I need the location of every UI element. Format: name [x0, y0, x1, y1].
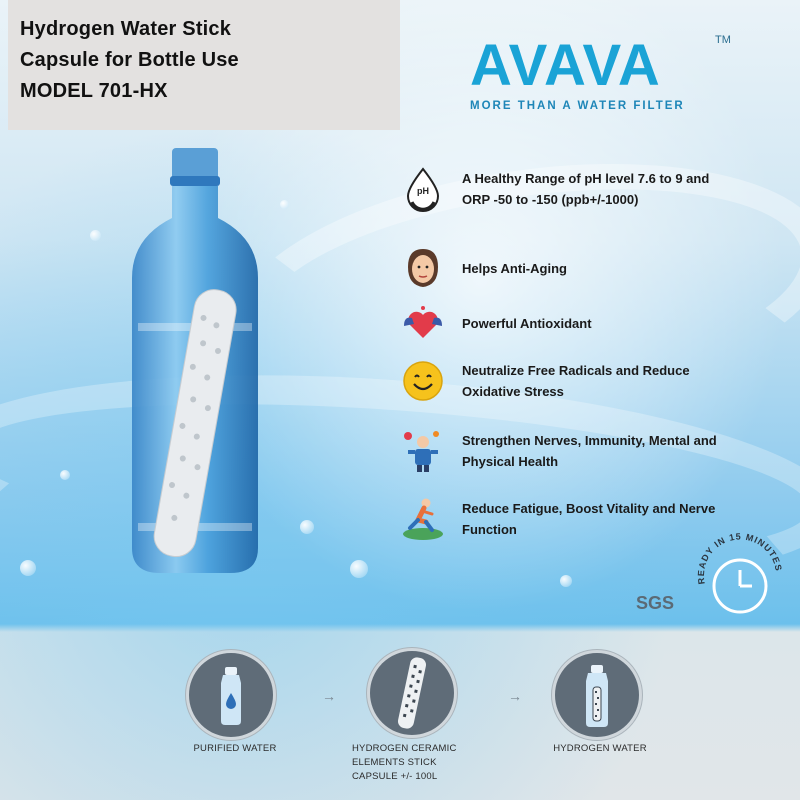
arrow-right-icon: → [322, 688, 336, 704]
step-label-purified-water [170, 742, 300, 756]
ceramic-stick-icon [370, 651, 454, 735]
feature-line: Neutralize Free Radicals and Reduce [462, 363, 690, 378]
sgs-certification: SGS [636, 593, 675, 613]
ready-text: READY IN 15 MINUTES [695, 531, 784, 585]
feature-line: Function [462, 522, 517, 537]
feature-line: Powerful Antioxidant [462, 315, 592, 331]
brand-logo [470, 33, 731, 126]
immunity-person-icon [400, 428, 446, 474]
heart-strength-icon [400, 300, 446, 346]
feature-line: Helps Anti-Aging [462, 260, 567, 276]
feature-free-radicals [400, 358, 800, 404]
feature-nerves-immunity [400, 428, 800, 474]
trademark-mark: TM [715, 34, 731, 46]
water-droplet [90, 230, 101, 241]
ph-meter-icon [400, 166, 446, 212]
step-label-line: ELEMENTS STICK [352, 757, 437, 768]
water-droplet [300, 520, 314, 534]
feature-text [462, 168, 709, 210]
step-label-line: HYDROGEN CERAMIC [352, 743, 457, 754]
feature-text [462, 313, 592, 334]
bottle-stick-icon [555, 653, 639, 737]
feature-line: Physical Health [462, 454, 559, 469]
ready-in-15-minutes-badge [690, 530, 790, 630]
feature-antioxidant [400, 300, 800, 346]
bottle-drop-icon [189, 653, 273, 737]
title-box [8, 0, 400, 130]
step-hydrogen-water [552, 650, 642, 740]
logo-wordmark: AVAVA [470, 33, 661, 98]
water-bottle-illustration [120, 148, 270, 578]
running-person-icon [400, 496, 446, 542]
step-label-line: HYDROGEN WATER [553, 743, 647, 754]
feature-text [462, 498, 715, 540]
ph-icon-text: pH [417, 186, 429, 196]
step-label-line: CAPSULE +/- 100L [352, 771, 438, 782]
feature-text [462, 360, 690, 402]
title-line-1: Hydrogen Water Stick [20, 18, 232, 40]
water-droplet [20, 560, 36, 576]
model-number: MODEL 701-HX [20, 80, 168, 102]
face-icon [400, 245, 446, 291]
step-purified-water [186, 650, 276, 740]
water-droplet [280, 200, 289, 209]
arrow-right-icon: → [508, 688, 522, 704]
step-ceramic-stick [367, 648, 457, 738]
water-droplet [560, 575, 572, 587]
feature-line: A Healthy Range of pH level 7.6 to 9 and [462, 171, 710, 186]
step-label-line: PURIFIED WATER [193, 743, 277, 754]
feature-line: ORP -50 to -150 (ppb+/-1000) [462, 192, 639, 207]
feature-text [462, 430, 717, 472]
step-label-hydrogen-water [535, 742, 665, 756]
feature-anti-aging [400, 245, 800, 291]
feature-text [462, 258, 567, 279]
feature-line: Strengthen Nerves, Immunity, Mental and [462, 433, 717, 448]
title-line-2: Capsule for Bottle Use [20, 49, 239, 71]
feature-line: Oxidative Stress [462, 384, 564, 399]
logo-tagline: MORE THAN A WATER FILTER [470, 100, 685, 112]
water-droplet [350, 560, 368, 578]
step-label-ceramic-stick [352, 742, 482, 784]
water-droplet [60, 470, 70, 480]
feature-ph-orp [400, 166, 800, 212]
smiley-icon [400, 358, 446, 404]
feature-line: Reduce Fatigue, Boost Vitality and Nerve [462, 501, 716, 516]
